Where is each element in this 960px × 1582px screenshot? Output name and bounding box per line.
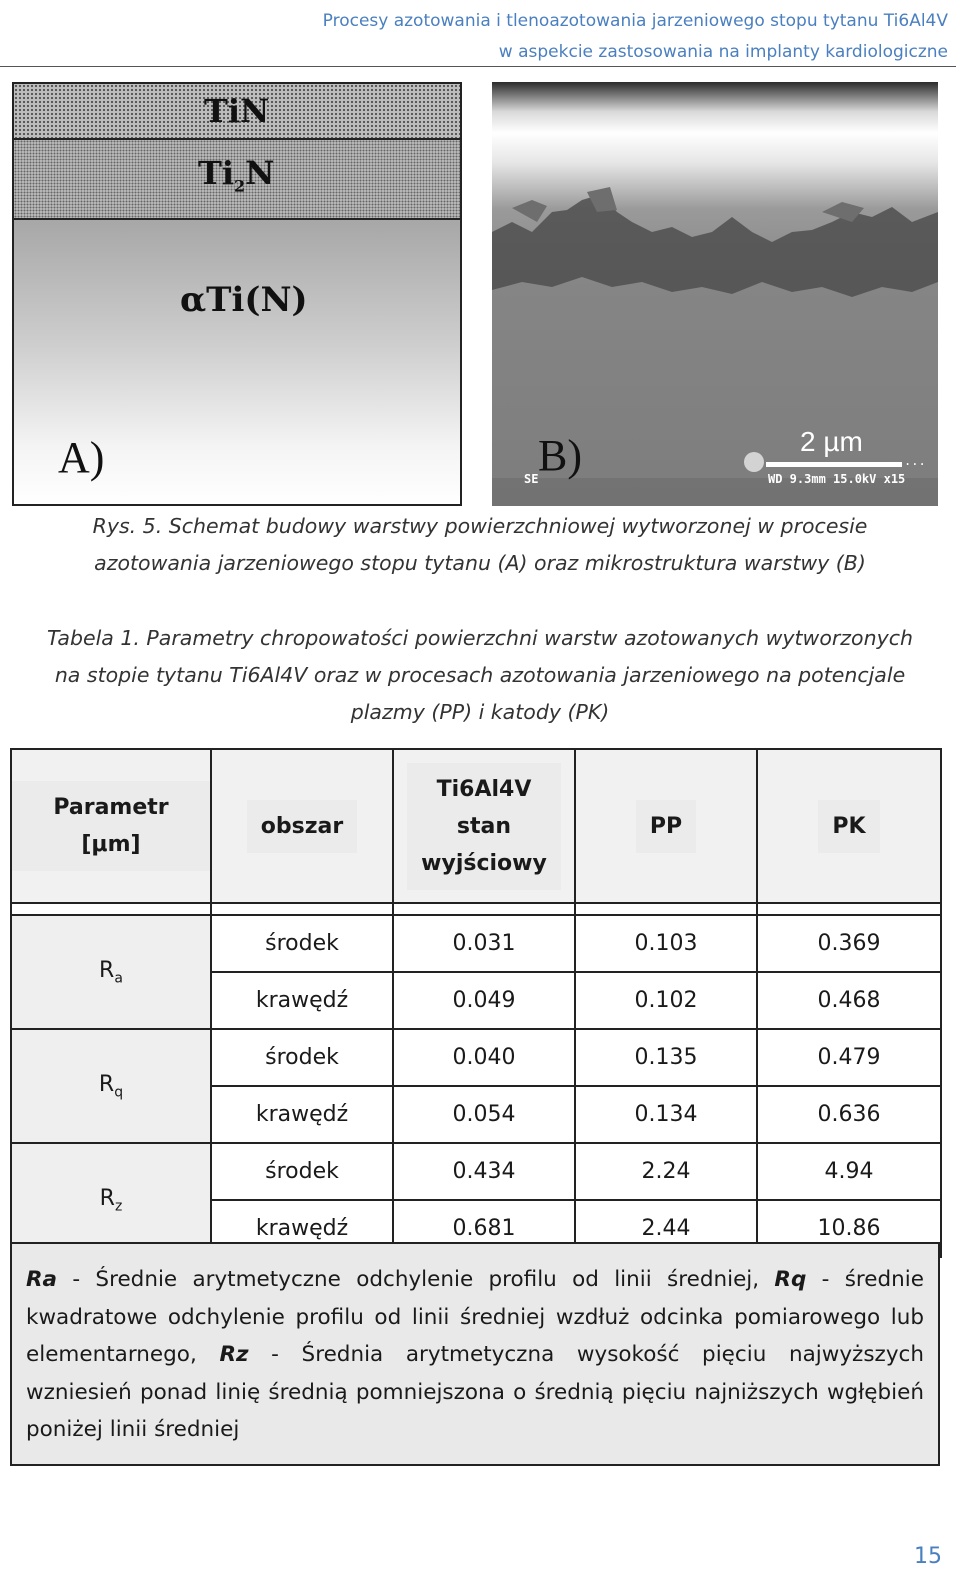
cell-area: krawędź bbox=[211, 972, 393, 1029]
table-header-row bbox=[11, 749, 941, 903]
scale-dots: ... bbox=[904, 454, 926, 468]
cell-pp: 0.135 bbox=[575, 1029, 757, 1086]
roughness-table bbox=[10, 748, 942, 1258]
param-ra: $R_a$ bbox=[11, 915, 211, 1029]
cell-pk: 10.86 bbox=[757, 1200, 941, 1257]
cell-base: 0.681 bbox=[393, 1200, 575, 1257]
cell-base: 0.434 bbox=[393, 1143, 575, 1200]
header-base: Ti6Al4V stan wyjściowy bbox=[393, 749, 575, 903]
cell-pk: 0.636 bbox=[757, 1086, 941, 1143]
figure-panel-b-micrograph bbox=[492, 82, 938, 506]
cell-area: krawędź bbox=[211, 1086, 393, 1143]
cell-area: środek bbox=[211, 915, 393, 972]
term-ra: Ra bbox=[26, 1267, 58, 1292]
panel-b-label: B) bbox=[538, 431, 582, 480]
label-alpha-ti: αTi(N) bbox=[180, 280, 308, 320]
table-note: Ra - Średnie arytmetyczne odchylenie profilu od linii średniej, Rq - średnie kwadratowe odchylenie profilu od linii średniej wzdłuż odcinka pomiarowego lub elementarnego, Rz - Średnia arytmetyczna wysokość pięciu najwyższych wzniesień ponad linię średnią pomniejszona o średnią pięciu najniższych wgłębień poniżej linii średniej bbox=[10, 1242, 940, 1466]
running-header bbox=[323, 6, 948, 68]
header-param: Parametr [μm] bbox=[11, 749, 211, 903]
cell-area: krawędź bbox=[211, 1200, 393, 1257]
panel-a-label: A) bbox=[58, 433, 105, 482]
scale-bar bbox=[766, 462, 902, 467]
table-row bbox=[11, 1143, 941, 1200]
cell-pk: 0.468 bbox=[757, 972, 941, 1029]
table-caption: Tabela 1. Parametry chropowatości powierzchni warstw azotowanych wytworzonych na stopie tytanu Ti6Al4V oraz w procesach azotowania jarzeniowego na potencjale plazmy (PP) i katody (PK) bbox=[47, 626, 913, 724]
cell-pp: 2.44 bbox=[575, 1200, 757, 1257]
header-area: obszar bbox=[211, 749, 393, 903]
header-pp: PP bbox=[575, 749, 757, 903]
cell-pp: 0.103 bbox=[575, 915, 757, 972]
cell-pk: 4.94 bbox=[757, 1143, 941, 1200]
table-row bbox=[11, 915, 941, 972]
header-line-1: Procesy azotowania i tlenoazotowania jarzeniowego stopu tytanu Ti6Al4V bbox=[322, 11, 948, 31]
header-line-2: w aspekcie zastosowania na implanty kardiologiczne bbox=[498, 42, 948, 62]
label-ti2n: $Ti_2N$ bbox=[198, 154, 275, 196]
cell-base: 0.040 bbox=[393, 1029, 575, 1086]
cell-pk: 0.479 bbox=[757, 1029, 941, 1086]
cell-pp: 2.24 bbox=[575, 1143, 757, 1200]
term-rq: Rq bbox=[774, 1267, 807, 1292]
param-rz: $R_z$ bbox=[11, 1143, 211, 1257]
table-gap bbox=[11, 903, 941, 915]
cell-base: 0.049 bbox=[393, 972, 575, 1029]
cell-base: 0.054 bbox=[393, 1086, 575, 1143]
cell-pp: 0.102 bbox=[575, 972, 757, 1029]
detector-label: SE bbox=[524, 472, 539, 486]
cell-pk: 0.369 bbox=[757, 915, 941, 972]
param-rq: $R_q$ bbox=[11, 1029, 211, 1143]
page-number: 15 bbox=[914, 1544, 942, 1569]
figure-panel-a bbox=[12, 82, 462, 506]
figure-caption: Rys. 5. Schemat budowy warstwy powierzchniowej wytworzonej w procesie azotowania jarzeniowego stopu tytanu (A) oraz mikrostruktura warstwy (B) bbox=[92, 514, 868, 575]
term-rz: Rz bbox=[219, 1342, 249, 1367]
table-row bbox=[11, 1029, 941, 1086]
cell-pp: 0.134 bbox=[575, 1086, 757, 1143]
header-rule bbox=[0, 66, 956, 67]
microscope-info: WD 9.3mm 15.0kV x15 bbox=[768, 472, 906, 486]
cell-base: 0.031 bbox=[393, 915, 575, 972]
scale-bar-label: 2 µm bbox=[800, 426, 863, 457]
cell-area: środek bbox=[211, 1143, 393, 1200]
label-tin: TiN bbox=[204, 92, 270, 130]
header-pk: PK bbox=[757, 749, 941, 903]
cell-area: środek bbox=[211, 1029, 393, 1086]
